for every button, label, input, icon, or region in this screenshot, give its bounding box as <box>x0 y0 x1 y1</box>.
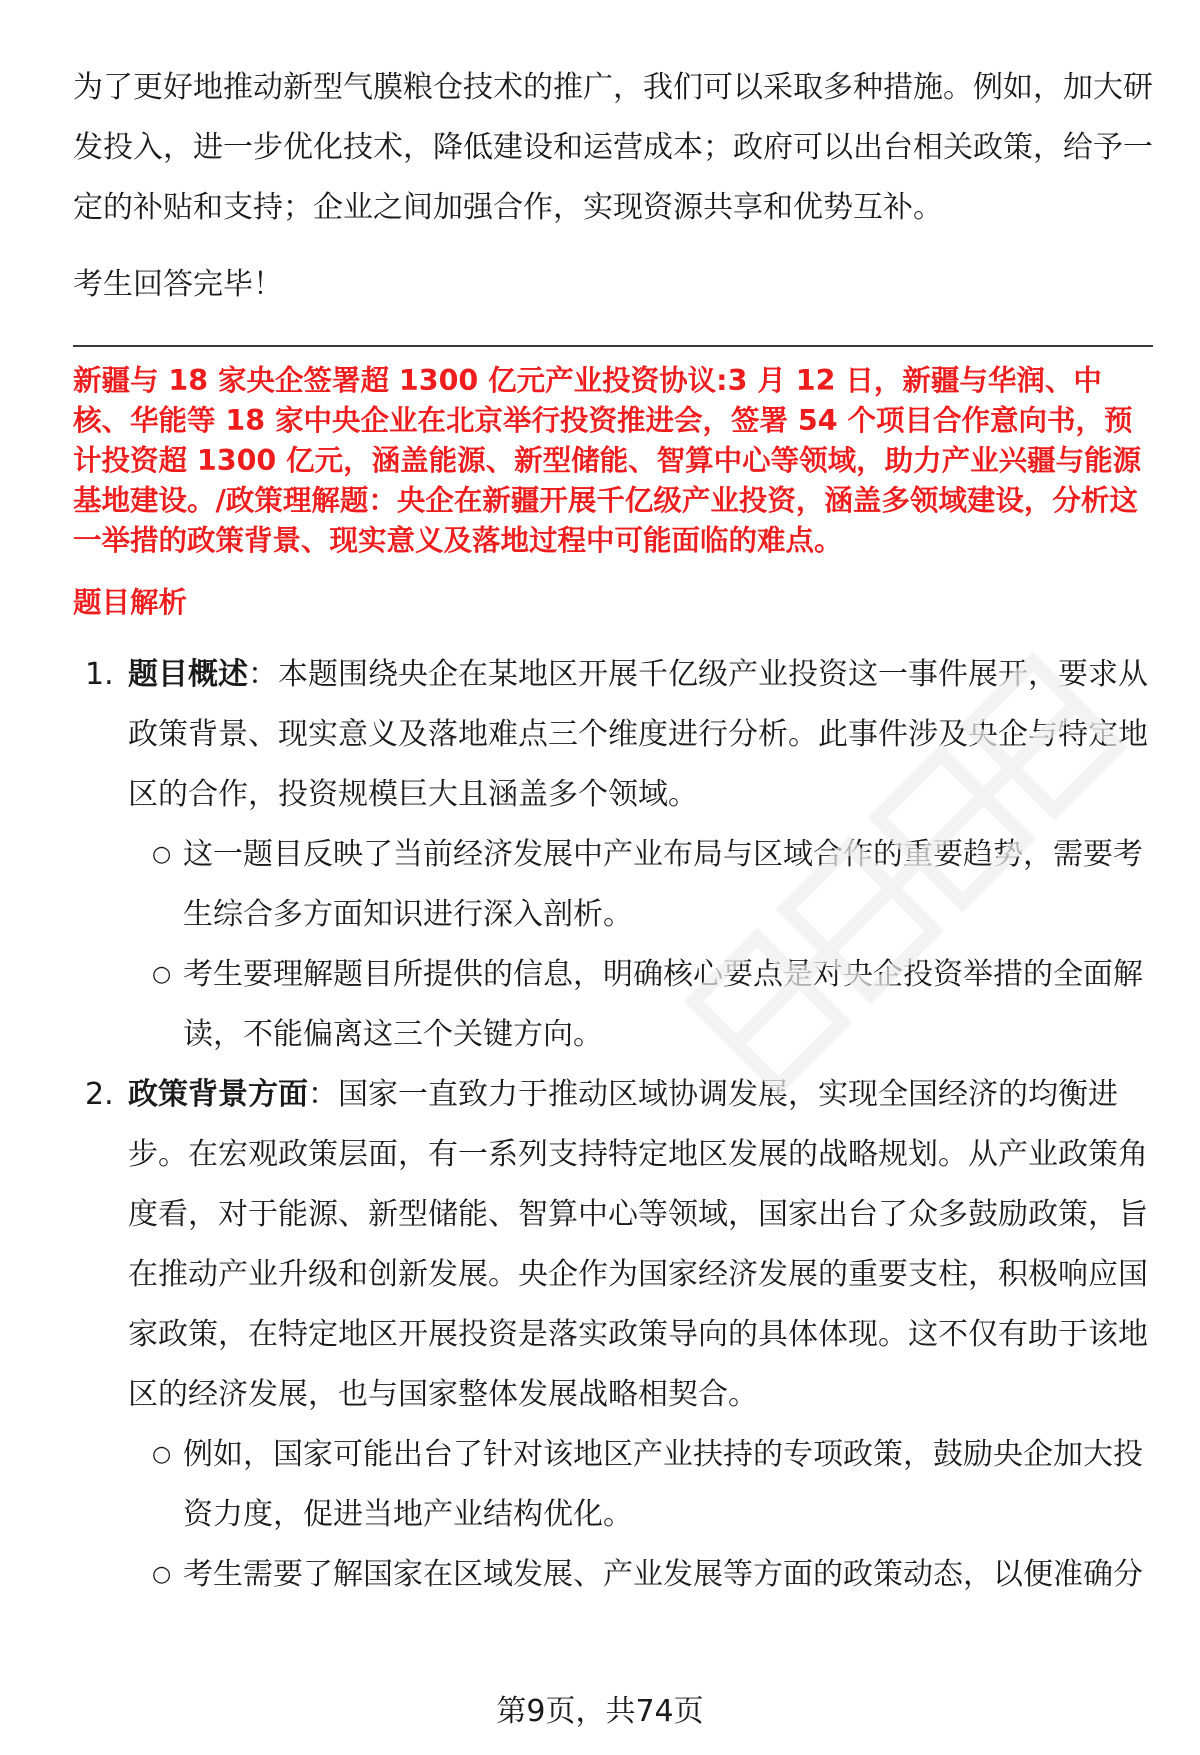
sub-list-item <box>128 825 1153 945</box>
sub-item-text: 例如，国家可能出台了针对该地区产业扶持的专项政策，鼓励央企加大投资力度，促进当地产业结构优化。 <box>183 1437 1143 1532</box>
item-label: 政策背景方面 <box>128 1077 308 1112</box>
sub-list-item <box>128 945 1153 1065</box>
section-divider <box>73 345 1153 347</box>
item-number: 2. <box>85 1077 114 1112</box>
document-page <box>73 58 1153 1605</box>
hollow-circle-bullet-icon: ○ <box>152 1562 172 1587</box>
sub-item-text: 考生需要了解国家在区域发展、产业发展等方面的政策动态，以便准确分 <box>183 1557 1143 1592</box>
item-separator: ： <box>248 657 278 692</box>
item-number: 1. <box>85 657 114 692</box>
question-text: 新疆与 18 家央企签署超 1300 亿元产业投资协议:3 月 12 日，新疆与华润、中核、华能等 18 家中央企业在北京举行投资推进会，签署 54 个项目合作意向书，预计投资超 1300 亿元，涵盖能源、新型储能、智算中心等领域，助力产业兴疆与能源基地建设。/政策理解题：央企在新疆开展千亿级产业投资，涵盖多领域建设，分析这一举措的政策背景、现实意义及落地过程中可能面临的难点。 <box>73 364 1142 557</box>
item-text: 国家一直致力于推动区域协调发展，实现全国经济的均衡进步。在宏观政策层面，有一系列支持特定地区发展的战略规划。从产业政策角度看，对于能源、新型储能、智算中心等领域，国家出台了众多鼓励政策，旨在推动产业升级和创新发展。央企作为国家经济发展的重要支柱，积极响应国家政策，在特定地区开展投资是落实政策导向的具体体现。这不仅有助于该地区的经济发展，也与国家整体发展战略相契合。 <box>128 1077 1148 1412</box>
item-text: 本题围绕央企在某地区开展千亿级产业投资这一事件展开，要求从政策背景、现实意义及落地难点三个维度进行分析。此事件涉及央企与特定地区的合作，投资规模巨大且涵盖多个领域。 <box>128 657 1148 812</box>
hollow-circle-bullet-icon: ○ <box>152 962 172 987</box>
sub-list-item <box>128 1425 1153 1545</box>
list-item <box>73 645 1153 1065</box>
list-item <box>73 1065 1153 1605</box>
intro-paragraph: 为了更好地推动新型气膜粮仓技术的推广，我们可以采取多种措施。例如，加大研发投入，进一步优化技术，降低建设和运营成本；政府可以出台相关政策，给予一定的补贴和支持；企业之间加强合作，实现资源共享和优势互补。 <box>73 70 1153 225</box>
sub-item-text: 这一题目反映了当前经济发展中产业布局与区域合作的重要趋势，需要考生综合多方面知识进行深入剖析。 <box>183 837 1143 932</box>
sub-list-item <box>128 1545 1153 1605</box>
sub-list <box>128 1425 1153 1605</box>
item-body <box>128 645 1153 825</box>
analysis-list <box>73 645 1153 1605</box>
item-body <box>128 1065 1153 1425</box>
section-heading: 题目解析 <box>73 586 188 619</box>
page-number: 第9页，共74页 <box>496 1694 704 1729</box>
sub-item-text: 考生要理解题目所提供的信息，明确核心要点是对央企投资举措的全面解读，不能偏离这三个关键方向。 <box>183 957 1143 1052</box>
sub-list <box>128 825 1153 1065</box>
closing-line: 考生回答完毕！ <box>73 267 283 302</box>
item-label: 题目概述 <box>128 657 248 692</box>
hollow-circle-bullet-icon: ○ <box>152 842 172 867</box>
item-separator: ： <box>308 1077 338 1112</box>
hollow-circle-bullet-icon: ○ <box>152 1442 172 1467</box>
